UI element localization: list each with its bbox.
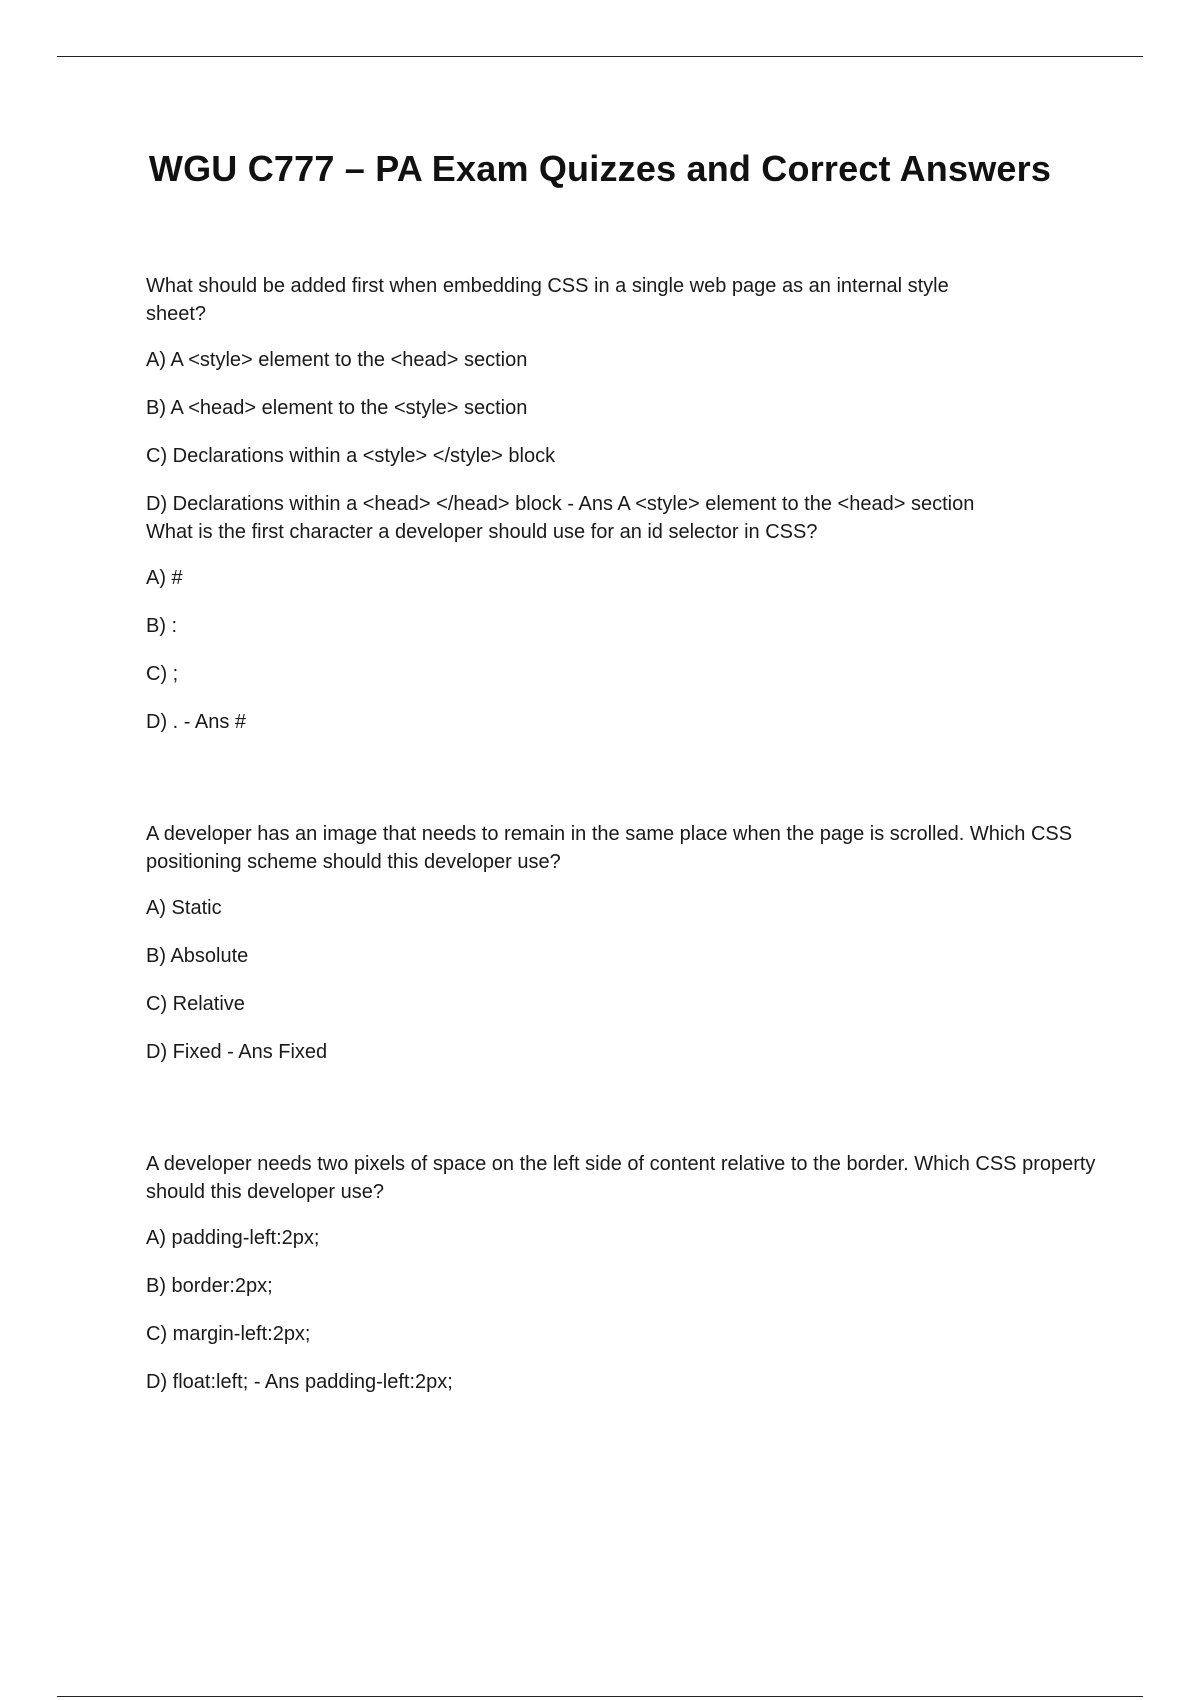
question-block <box>146 820 1106 1066</box>
option-b: B) border:2px; <box>146 1275 273 1297</box>
option-d-answer: D) . - Ans # <box>146 711 247 733</box>
option-a: A) Static <box>146 897 222 919</box>
option-a: A) # <box>146 567 183 589</box>
question-text: A developer needs two pixels of space on the left side of content relative to the border. Which CSS property should this developer use? <box>146 1153 1096 1203</box>
question-text: A developer has an image that needs to remain in the same place when the page is scrolled. Which CSS positioning scheme should this developer use? <box>146 823 1073 873</box>
option-c: C) ; <box>146 663 179 685</box>
option-c: C) margin-left:2px; <box>146 1323 311 1345</box>
option-d-answer: D) Declarations within a <head> </head> block - Ans A <style> element to the <head> section <box>146 493 975 515</box>
option-c: C) Declarations within a <style> </style> block <box>146 445 556 467</box>
quiz-content <box>146 272 1106 1396</box>
question-block <box>146 272 1106 518</box>
question-text: What should be added first when embedding CSS in a single web page as an internal style sheet? <box>146 275 949 325</box>
option-b: B) Absolute <box>146 945 249 967</box>
option-d-answer: D) Fixed - Ans Fixed <box>146 1041 328 1063</box>
top-divider <box>57 56 1143 57</box>
option-b: B) : <box>146 615 178 637</box>
option-b: B) A <head> element to the <style> section <box>146 397 528 419</box>
bottom-divider <box>57 1696 1143 1697</box>
option-d-answer: D) float:left; - Ans padding-left:2px; <box>146 1371 453 1393</box>
page-title: WGU C777 – PA Exam Quizzes and Correct Answers <box>148 148 1052 189</box>
question-text: What is the first character a developer should use for an id selector in CSS? <box>146 521 818 543</box>
option-c: C) Relative <box>146 993 245 1015</box>
option-a: A) padding-left:2px; <box>146 1227 320 1249</box>
question-block <box>146 1150 1106 1396</box>
option-a: A) A <style> element to the <head> section <box>146 349 528 371</box>
question-block <box>146 518 1106 736</box>
